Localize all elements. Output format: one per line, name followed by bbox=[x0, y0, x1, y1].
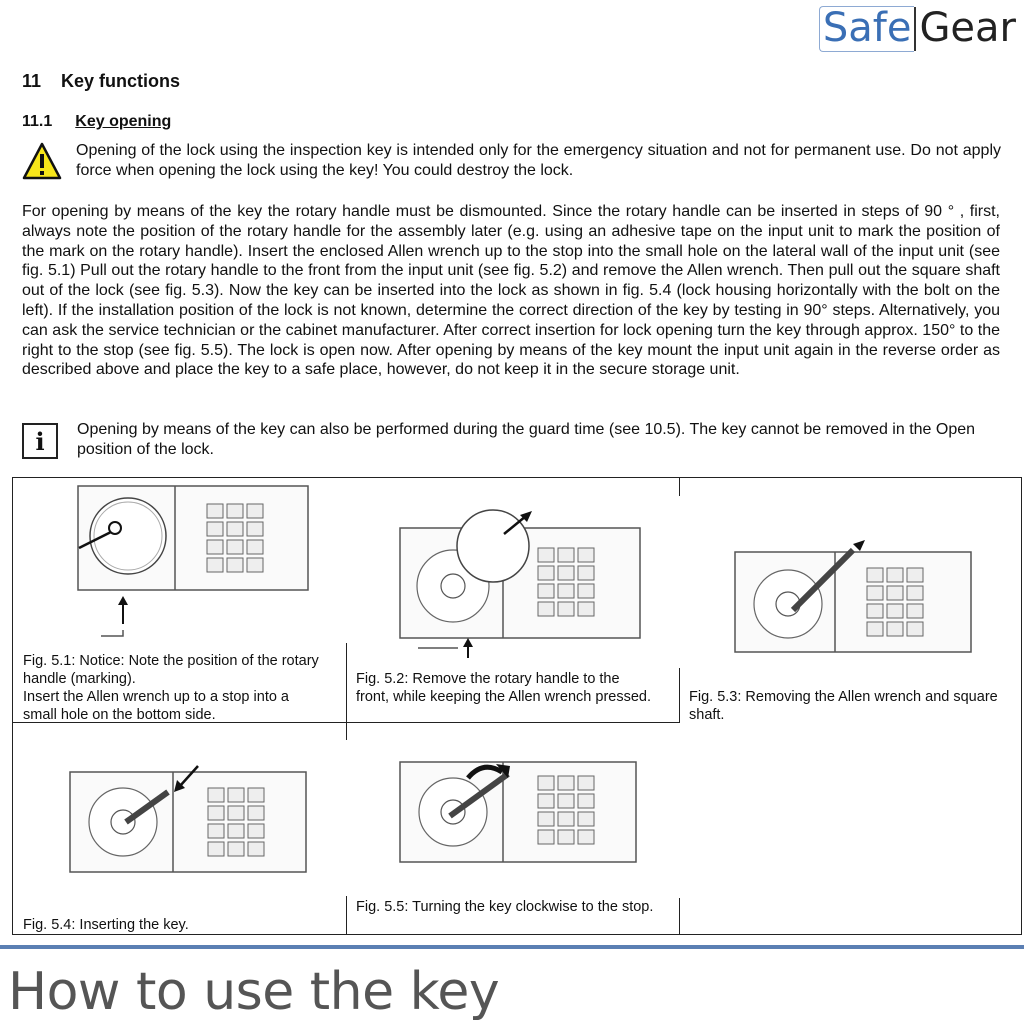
subsection-title: Key opening bbox=[75, 113, 172, 130]
logo-safe: Safe bbox=[819, 6, 915, 52]
subsection-number: 11.1 bbox=[22, 113, 53, 130]
safegear-logo bbox=[819, 6, 1018, 52]
figure-5-1-caption: Fig. 5.1: Notice: Note the position of the rotary handle (marking). Insert the Allen wrench up to a stop into a small hole on the bottom side. bbox=[23, 653, 319, 723]
section-heading bbox=[22, 71, 180, 92]
figure-5-3-caption: Fig. 5.3: Removing the Allen wrench and square shaft. bbox=[689, 689, 998, 723]
warning-triangle-icon bbox=[22, 142, 62, 180]
figure-grid bbox=[12, 477, 1022, 935]
grid-divider bbox=[346, 896, 347, 934]
body-paragraph: For opening by means of the key the rotary handle must be dismounted. Since the rotary handle can be inserted in steps of 90 ° , first, always note the position of the rotary handle for the assembly later (e.g. using an adhesive tape on the input unit to mark the position of the mark on the rotary handle). Insert the enclosed Allen wrench up to the stop into the small hole on the lateral wall of the input unit (see fig. 5.1) Pull out the rotary handle to the front from the input unit (see fig. 5.2) and remove the Allen wrench. Then pull out the square shaft out of the lock (see fig. 5.3). Now the key can be inserted into the lock as shown in fig. 5.4 (lock housing horizontally with the bolt on the left). If the installation position of the lock is not known, determine the correct direction of the key by testing in 90° steps. Alternatively, you can ask the service technician or the cabinet manufacturer. After correct insertion for lock opening turn the key through approx. 150° to the right to the stop (see fig. 5.5). The lock is open now. After opening by means of the key mount the input unit again in the reverse order as described above and place the key to a safe place, however, do not keep it in the secure storage unit. bbox=[22, 203, 1000, 379]
warning-note bbox=[22, 141, 1002, 181]
footer-divider bbox=[0, 945, 1024, 949]
info-icon: i bbox=[22, 423, 58, 459]
figure-5-4-illustration bbox=[68, 760, 318, 880]
grid-divider bbox=[679, 478, 680, 496]
logo-gear: Gear bbox=[914, 7, 1018, 51]
figure-5-5-illustration bbox=[398, 758, 648, 868]
figure-5-2-caption: Fig. 5.2: Remove the rotary handle to the front, while keeping the Allen wrench pressed. bbox=[356, 671, 652, 705]
info-note bbox=[22, 420, 1002, 460]
figure-5-4-caption: Fig. 5.4: Inserting the key. bbox=[23, 917, 189, 933]
footer-title: How to use the key bbox=[8, 962, 500, 1022]
grid-divider bbox=[679, 898, 680, 934]
figure-5-1-illustration bbox=[73, 484, 313, 644]
section-number: 11 bbox=[22, 71, 42, 91]
figure-5-5-caption: Fig. 5.5: Turning the key clockwise to the stop. bbox=[356, 899, 654, 915]
warning-text: Opening of the lock using the inspection key is intended only for the emergency situation and not for permanent use. Do not apply force when opening the lock using the key! You could destroy the lock. bbox=[76, 142, 1001, 179]
grid-divider bbox=[679, 668, 680, 723]
figure-5-2-illustration bbox=[398, 508, 648, 678]
grid-divider bbox=[346, 643, 347, 740]
info-text: Opening by means of the key can also be performed during the guard time (see 10.5). The key cannot be removed in the Open position of the lock. bbox=[77, 421, 976, 458]
subsection-heading bbox=[22, 113, 171, 131]
figure-5-3-illustration bbox=[733, 536, 983, 666]
section-title: Key functions bbox=[61, 71, 181, 91]
